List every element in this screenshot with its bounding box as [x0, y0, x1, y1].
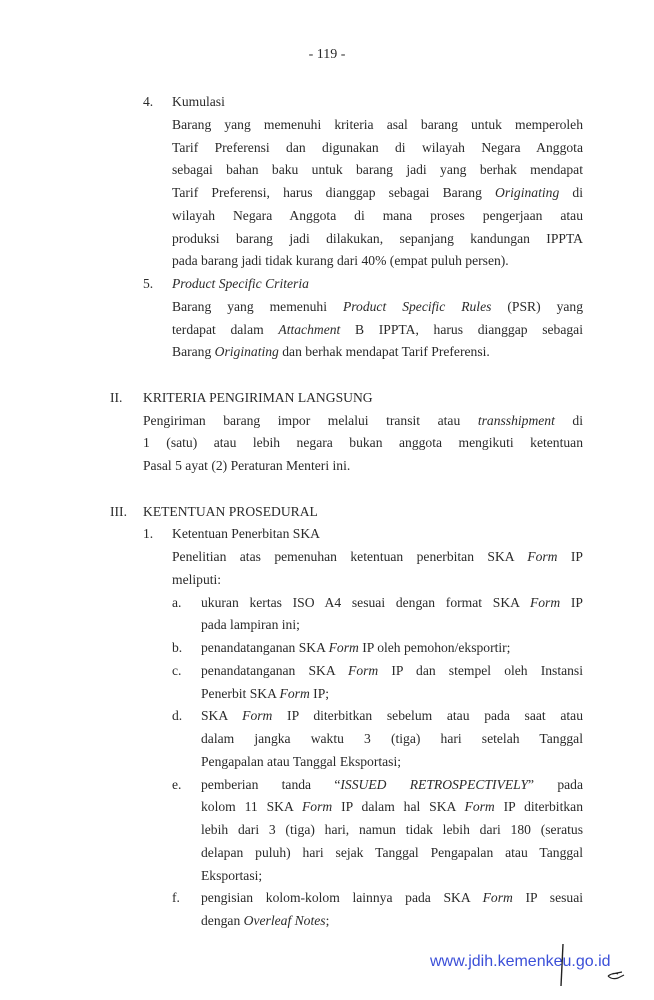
text-segment: delapan puluh) hari sejak Tanggal Pengapalan atau Tanggal: [201, 844, 583, 860]
text-line: [0, 910, 654, 933]
text-line: [0, 660, 654, 683]
line-text: [143, 501, 583, 524]
line-text: [201, 705, 583, 728]
list-marker: 1.: [143, 526, 154, 542]
line-text: [201, 887, 583, 910]
line-text: [172, 569, 583, 592]
line-text: [172, 319, 583, 342]
text-segment: dengan: [201, 913, 244, 928]
text-line: [0, 546, 654, 569]
footer-website-link[interactable]: www.jdih.kemenkeu.go.id: [430, 953, 611, 970]
italic-term: transshipment: [477, 412, 555, 428]
text-segment: dalam jangka waktu 3 (tiga) hari setelah Tanggal: [201, 731, 583, 746]
text-line: [0, 341, 654, 364]
list-marker: d.: [172, 708, 183, 724]
line-text: [172, 523, 583, 546]
list-marker: f.: [172, 890, 180, 906]
text-line: [0, 728, 654, 751]
text-line: [0, 182, 654, 205]
text-segment: Tarif Preferensi, harus dianggap sebagai Barang: [172, 185, 496, 200]
line-text: [143, 410, 583, 433]
text-line: [0, 432, 654, 455]
line-text: [172, 273, 583, 296]
spacer: [0, 478, 654, 501]
text-line: [0, 387, 654, 410]
text-segment: penandatanganan SKA: [201, 640, 329, 655]
italic-term: Form: [482, 890, 513, 906]
text-segment: IP: [557, 549, 583, 564]
text-segment: di: [554, 412, 583, 428]
text-segment: ;: [325, 913, 330, 928]
list-marker: c.: [172, 662, 182, 678]
text-segment: ukuran kertas ISO A4 sesuai dengan format SKA: [201, 594, 530, 610]
text-line: [0, 887, 654, 910]
line-text: [201, 774, 583, 797]
line-text: [172, 182, 583, 205]
list-marker: 4.: [143, 94, 154, 109]
text-segment: SKA: [201, 708, 243, 724]
text-line: [0, 569, 654, 592]
line-text: [143, 455, 583, 478]
document-body: [0, 91, 654, 933]
italic-term: Form: [279, 685, 310, 701]
italic-term: Attachment: [278, 321, 341, 337]
text-line: [0, 796, 654, 819]
text-segment: ” pada: [528, 776, 583, 792]
text-segment: Kumulasi: [172, 94, 225, 109]
text-line: [0, 751, 654, 774]
text-segment: Eksportasi;: [201, 867, 263, 883]
text-segment: Penerbit SKA: [201, 685, 280, 701]
text-segment: wilayah Negara Anggota di mana proses pengerjaan atau: [172, 207, 583, 223]
text-line: [0, 410, 654, 433]
text-segment: Pengapalan atau Tanggal Eksportasi;: [201, 753, 402, 769]
line-text: [143, 387, 583, 410]
italic-term: Form: [328, 640, 359, 655]
text-segment: penandatanganan SKA: [201, 662, 349, 678]
spacer: [0, 364, 654, 387]
italic-term: Form: [242, 708, 273, 724]
text-line: [0, 592, 654, 615]
text-line: [0, 683, 654, 706]
text-line: [0, 523, 654, 546]
line-text: [201, 819, 583, 842]
text-line: [0, 114, 654, 137]
line-text: [143, 432, 583, 455]
line-text: [201, 660, 583, 683]
paraf-signature-icon: [560, 944, 630, 994]
text-line: [0, 250, 654, 273]
page-number: - 119 -: [308, 47, 346, 62]
text-segment: Barang yang memenuhi: [172, 298, 343, 314]
text-segment: di: [559, 185, 583, 200]
text-segment: pada lampiran ini;: [201, 617, 300, 633]
text-line: [0, 91, 654, 114]
text-line: [0, 705, 654, 728]
text-line: [0, 614, 654, 637]
text-line: [0, 842, 654, 865]
text-line: [0, 273, 654, 296]
text-segment: 1 (satu) atau lebih negara bukan anggota mengikuti ketentuan: [143, 435, 583, 451]
line-text: [201, 592, 583, 615]
text-segment: dan berhak mendapat Tarif Preferensi.: [278, 344, 490, 360]
italic-term: Product Specific Rules: [342, 298, 492, 314]
text-segment: pengisian kolom-kolom lainnya pada SKA: [201, 890, 483, 906]
text-segment: IP sesuai: [512, 890, 584, 906]
line-text: [172, 546, 583, 569]
text-line: [0, 319, 654, 342]
line-text: [201, 683, 583, 706]
text-segment: Pasal 5 ayat (2) Peraturan Menteri ini.: [143, 458, 351, 473]
text-segment: lebih dari 3 (tiga) hari, namun tidak lebih dari 180 (seratus: [201, 822, 583, 837]
italic-term: Form: [348, 662, 379, 678]
text-segment: meliputi:: [172, 571, 222, 587]
text-segment: KETENTUAN PROSEDURAL: [143, 503, 318, 519]
italic-term: Product Specific Criteria: [172, 276, 309, 291]
list-marker: a.: [172, 594, 182, 610]
text-line: [0, 159, 654, 182]
list-marker: e.: [172, 776, 182, 792]
text-segment: B IPPTA, harus dianggap sebagai: [340, 321, 583, 337]
text-segment: Tarif Preferensi dan digunakan di wilayah Negara Anggota: [172, 139, 583, 155]
text-segment: pemberian tanda “: [201, 776, 341, 792]
italic-term: Originating: [214, 344, 279, 360]
text-line: [0, 455, 654, 478]
italic-term: Originating: [495, 185, 560, 200]
text-segment: Penelitian atas pemenuhan ketentuan penerbitan SKA: [172, 549, 528, 564]
line-text: [201, 796, 583, 819]
text-segment: IP: [560, 594, 583, 610]
line-text: [201, 751, 583, 774]
text-segment: IP diterbitkan sebelum atau pada saat atau: [272, 708, 584, 724]
list-marker: b.: [172, 640, 183, 655]
text-line: [0, 205, 654, 228]
line-text: [172, 137, 583, 160]
line-text: [201, 614, 583, 637]
italic-term: ISSUED RETROSPECTIVELY: [340, 776, 529, 792]
text-segment: IP dalam hal SKA: [332, 799, 465, 815]
line-text: [201, 865, 583, 888]
italic-term: Form: [464, 799, 495, 815]
text-segment: produksi barang jadi dilakukan, sepanjang kandungan IPPTA: [172, 230, 583, 246]
text-segment: Pengiriman barang impor melalui transit atau: [143, 412, 478, 428]
italic-term: Form: [301, 799, 333, 815]
line-text: [172, 228, 583, 251]
line-text: [172, 114, 583, 137]
text-segment: IP oleh pemohon/eksportir;: [358, 640, 511, 655]
text-segment: IP dan stempel oleh Instansi: [378, 662, 583, 678]
text-segment: Ketentuan Penerbitan SKA: [172, 526, 320, 542]
text-segment: IP diterbitkan: [494, 799, 583, 815]
text-segment: IP;: [309, 685, 330, 701]
text-line: [0, 296, 654, 319]
text-segment: sebagai bahan baku untuk barang jadi yang berhak mendapat: [172, 162, 583, 178]
text-line: [0, 137, 654, 160]
text-segment: KRITERIA PENGIRIMAN LANGSUNG: [143, 389, 373, 405]
text-line: [0, 637, 654, 660]
line-text: [172, 205, 583, 228]
text-line: [0, 865, 654, 888]
italic-term: Form: [529, 594, 561, 610]
list-marker: 5.: [143, 276, 154, 291]
text-segment: pada barang jadi tidak kurang dari 40% (empat puluh persen).: [172, 253, 509, 269]
line-text: [201, 842, 583, 865]
text-segment: Barang yang memenuhi kriteria asal barang untuk memperoleh: [172, 116, 583, 132]
text-line: [0, 228, 654, 251]
line-text: [172, 159, 583, 182]
line-text: [172, 250, 583, 273]
italic-term: Form: [527, 549, 558, 564]
line-text: [172, 341, 583, 364]
text-segment: Barang: [172, 344, 215, 360]
line-text: [201, 910, 583, 933]
list-marker: II.: [110, 389, 123, 405]
text-line: [0, 819, 654, 842]
text-segment: (PSR) yang: [491, 298, 583, 314]
text-line: [0, 501, 654, 524]
line-text: [172, 296, 583, 319]
text-segment: kolom 11 SKA: [201, 799, 302, 815]
line-text: [201, 728, 583, 751]
line-text: [172, 91, 583, 114]
list-marker: III.: [110, 503, 127, 519]
line-text: [201, 637, 583, 660]
text-line: [0, 774, 654, 797]
text-segment: terdapat dalam: [172, 321, 279, 337]
italic-term: Overleaf Notes: [243, 913, 326, 928]
